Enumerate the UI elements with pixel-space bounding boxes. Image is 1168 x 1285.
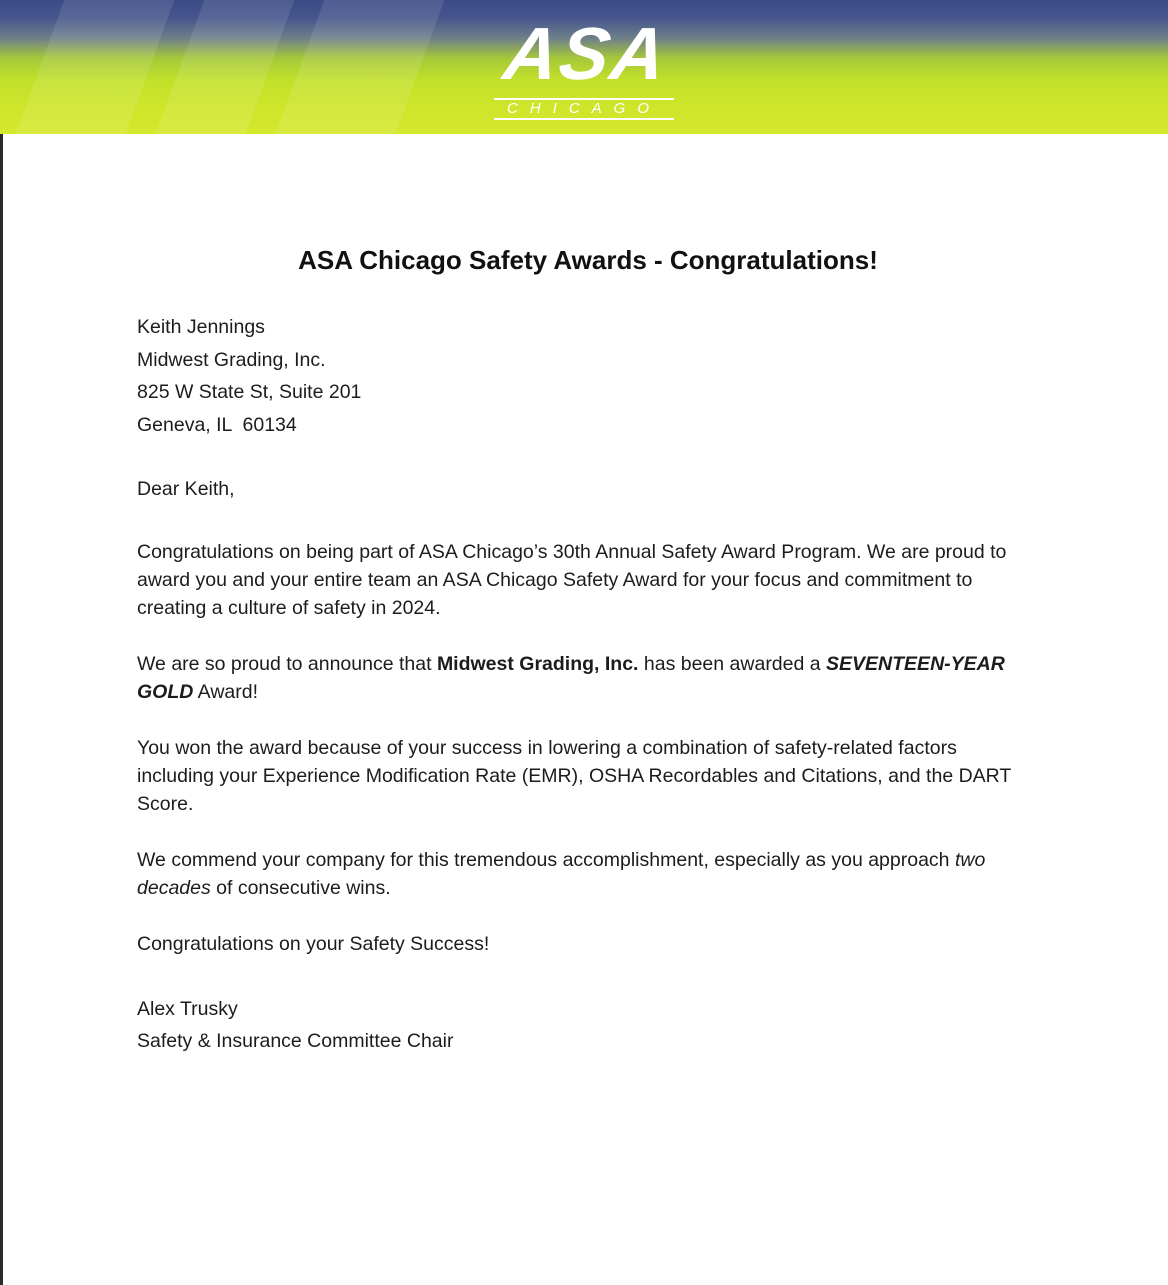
paragraph-intro: Congratulations on being part of ASA Chicago’s 30th Annual Safety Award Program. We are proud to award you and your entire team an ASA Chicago Safety Award for your focus and commitment to creating a culture of safety in 2024.	[137, 540, 1007, 619]
commend-text-post: of consecutive wins.	[210, 876, 391, 899]
paragraph-reason: You won the award because of your success in lowering a combination of safety-related factors including your Experience Modification Rate (EMR), OSHA Recordables and Citations, and the DART Score.	[137, 736, 1011, 815]
letterhead-banner	[0, 0, 1168, 134]
banner-stripe	[156, 0, 295, 134]
award-company: Midwest Grading, Inc.	[436, 652, 639, 675]
banner-stripe	[16, 0, 175, 134]
letter-body	[137, 311, 1037, 1058]
signatory-name: Alex Trusky	[137, 997, 238, 1020]
signatory-role: Safety & Insurance Committee Chair	[137, 1030, 454, 1052]
closing-line: Congratulations on your Safety Success!	[137, 932, 490, 955]
scan-edge	[0, 0, 3, 1285]
letter-title: ASA Chicago Safety Awards - Congratulations!	[298, 245, 878, 275]
recipient-name: Keith Jennings	[137, 316, 265, 338]
award-text-pre: We are so proud to announce that	[137, 652, 437, 675]
banner-stripe	[276, 0, 445, 134]
paragraph-commend	[137, 846, 1037, 902]
award-text-post: Award!	[193, 680, 259, 703]
paragraph-award	[137, 650, 1037, 706]
recipient-address-line2: Geneva, IL 60134	[137, 413, 297, 436]
award-level: SEVENTEEN-YEAR GOLD	[137, 652, 1005, 703]
commend-text-pre: We commend your company for this tremendous accomplishment, especially as you approach	[137, 848, 955, 871]
recipient-address-line1: 825 W State St, Suite 201	[137, 381, 362, 403]
logo-wordmark: ASA	[499, 12, 674, 95]
logo-subtext: CHICAGO	[494, 98, 674, 120]
recipient-company: Midwest Grading, Inc.	[137, 348, 326, 371]
greeting: Dear Keith,	[137, 478, 235, 500]
commend-emphasis: two decades	[137, 848, 986, 899]
award-text-mid: has been awarded a	[638, 652, 827, 675]
asa-chicago-logo	[486, 12, 686, 122]
